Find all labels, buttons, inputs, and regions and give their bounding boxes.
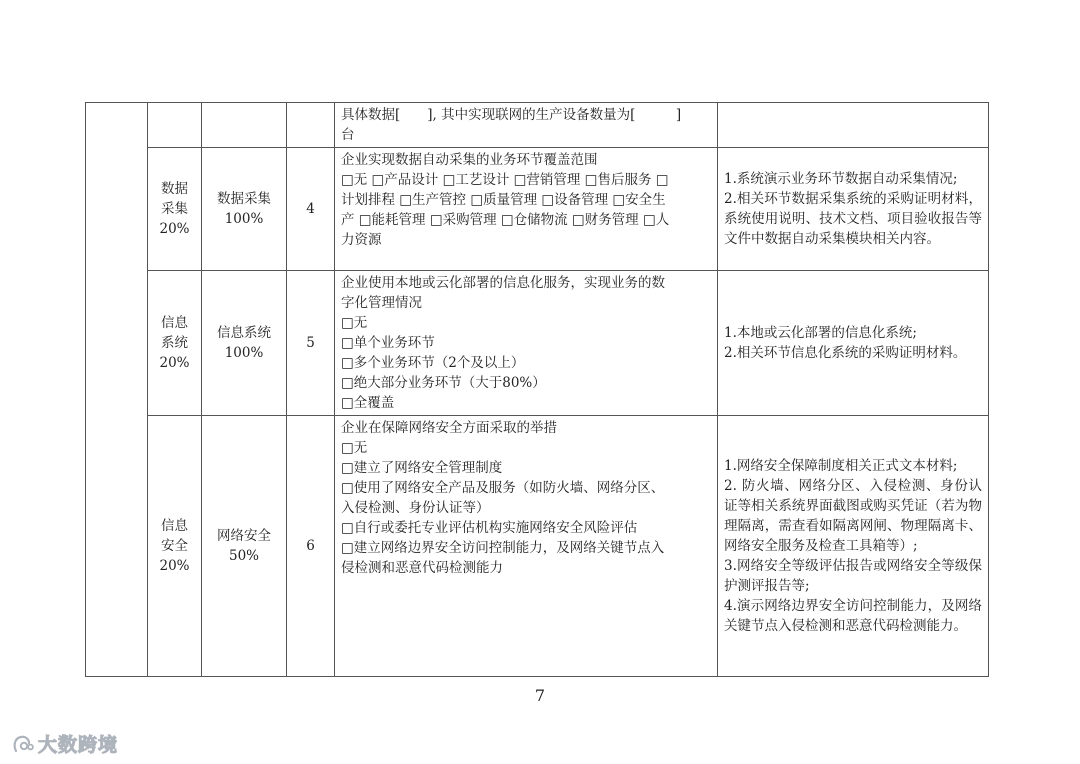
table-row <box>86 416 989 677</box>
question-line: 企业实现数据自动采集的业务环节覆盖范围 <box>341 152 598 168</box>
score-cell <box>287 103 335 148</box>
level1-cell <box>86 103 148 677</box>
dimension-cell <box>148 416 202 677</box>
dimension-cell <box>148 271 202 416</box>
score-cell <box>287 271 335 416</box>
evidence-cell <box>718 148 989 271</box>
evidence-item: 4.演示网络边界安全访问控制能力，及网络关键节点入侵检测和恶意代码检测能力。 <box>724 598 982 634</box>
indicator-table <box>85 102 989 677</box>
dimension-label: 采集 <box>161 201 188 217</box>
question-line: 计划排程 □生产管控 □质量管理 □设备管理 □安全生 <box>341 192 666 208</box>
question-line: □建立了网络安全管理制度 <box>341 460 503 476</box>
sub-dimension-label: 100% <box>224 211 264 227</box>
question-line: 侵检测和恶意代码检测能力 <box>341 560 503 576</box>
dimension-label: 20% <box>159 355 190 371</box>
dimension-label: 信息 <box>161 315 188 331</box>
dimension-cell <box>148 148 202 271</box>
question-line: □无 <box>341 315 368 331</box>
table-row <box>86 148 989 271</box>
evidence-item: 1.网络安全保障制度相关正式文本材料; <box>724 458 958 474</box>
question-line: □绝大部分业务环节（大于80%） <box>341 375 546 391</box>
question-line: □自行或委托专业评估机构实施网络安全风险评估 <box>341 520 638 536</box>
dimension-label: 系统 <box>161 335 188 351</box>
sub-dimension-label: 数据采集 <box>217 191 271 207</box>
evidence-item: 1.系统演示业务环节数据自动采集情况; <box>724 171 958 187</box>
question-line: □单个业务环节 <box>341 335 435 351</box>
sub-dimension-label: 网络安全 <box>217 528 271 544</box>
question-line: 力资源 <box>341 232 382 248</box>
brand-logo-icon <box>12 733 34 755</box>
question-line: 字化管理情况 <box>341 295 422 311</box>
evidence-item: 2. 防火墙、网络分区、入侵检测、身份认证等相关系统界面截图或购买凭证（若为物理隔离，需查看如隔离网闸、物理隔离卡、网络安全服务及检查工具箱等）; <box>724 478 982 554</box>
dimension-label: 数据 <box>161 181 188 197</box>
question-line: 入侵检测、身份认证等） <box>341 500 490 516</box>
evidence-item: 3.网络安全等级评估报告或网络安全等级保护测评报告等; <box>724 558 982 594</box>
table-row <box>86 271 989 416</box>
question-cell <box>335 103 718 148</box>
table-row <box>86 103 989 148</box>
dimension-label: 信息 <box>161 518 188 534</box>
sub-dimension-label: 信息系统 <box>217 325 271 341</box>
dimension-cell <box>148 103 202 148</box>
evidence-item: 1.本地或云化部署的信息化系统; <box>724 325 917 341</box>
sub-dimension-label: 100% <box>224 345 264 361</box>
sub-dimension-cell <box>202 416 287 677</box>
question-line: 企业使用本地或云化部署的信息化服务，实现业务的数 <box>341 275 665 291</box>
watermark-text: 大数跨境 <box>38 734 119 756</box>
score-cell <box>287 416 335 677</box>
score-cell <box>287 148 335 271</box>
question-line: □多个业务环节（2个及以上） <box>341 355 525 371</box>
question-cell <box>335 148 718 271</box>
question-line: □建立网络边界安全访问控制能力，及网络关键节点入 <box>341 540 665 556</box>
question-line: □全覆盖 <box>341 395 395 411</box>
question-cell <box>335 416 718 677</box>
sub-dimension-cell <box>202 148 287 271</box>
question-line: 台 <box>341 127 355 143</box>
question-line: □无 □产品设计 □工艺设计 □营销管理 □售后服务 □ <box>341 172 669 188</box>
evidence-item: 2.相关环节数据采集系统的采购证明材料，系统使用说明、技术文档、项目验收报告等文件中数据自动采集模块相关内容。 <box>724 191 982 247</box>
dimension-label: 20% <box>159 221 190 237</box>
question-line: □无 <box>341 440 368 456</box>
question-cell <box>335 271 718 416</box>
dimension-label: 安全 <box>161 538 188 554</box>
question-line: 企业在保障网络安全方面采取的举措 <box>341 420 557 436</box>
question-line: □使用了网络安全产品及服务（如防火墙、网络分区、 <box>341 480 665 496</box>
watermark <box>12 730 118 757</box>
score-value: 5 <box>306 335 315 351</box>
sub-dimension-label: 50% <box>228 548 259 564</box>
sub-dimension-cell <box>202 271 287 416</box>
score-value: 4 <box>306 201 315 217</box>
dimension-label: 20% <box>159 558 190 574</box>
page-number: 7 <box>534 686 546 705</box>
evidence-cell <box>718 103 989 148</box>
evidence-item: 2.相关环节信息化系统的采购证明材料。 <box>724 345 967 361</box>
evidence-cell <box>718 271 989 416</box>
evidence-cell <box>718 416 989 677</box>
score-value: 6 <box>306 538 315 554</box>
question-line: 产 □能耗管理 □采购管理 □仓储物流 □财务管理 □人 <box>341 212 670 228</box>
sub-dimension-cell <box>202 103 287 148</box>
question-line: 具体数据[ ], 其中实现联网的生产设备数量为[ ] <box>341 107 682 123</box>
